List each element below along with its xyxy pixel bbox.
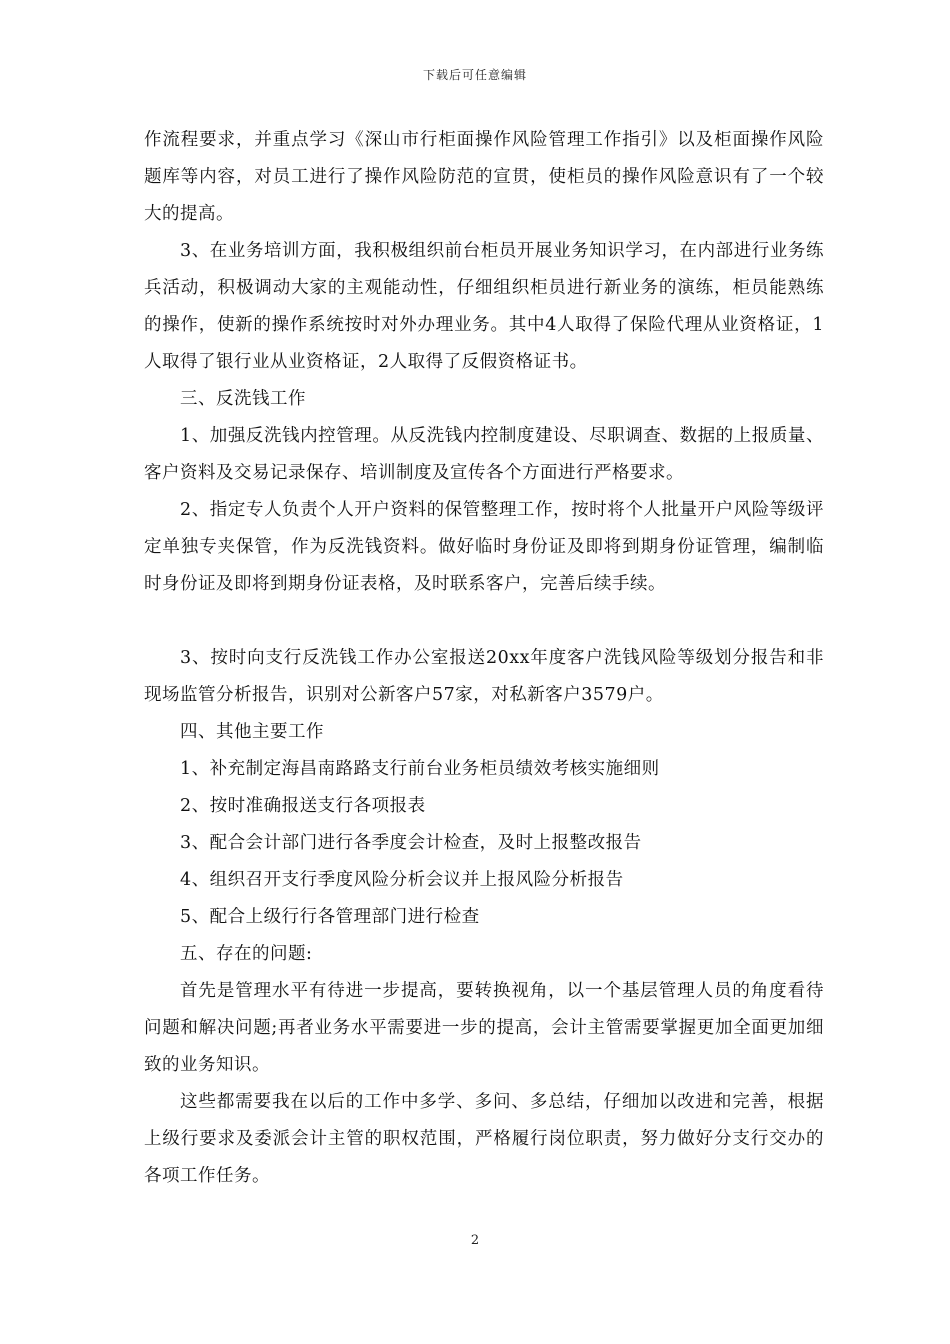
paragraph-aml-report: 3、按时向支行反洗钱工作办公室报送20xx年度客户洗钱风险等级划分报告和非现场监管分析报告，识别对公新客户57家，对私新客户3579户。 bbox=[144, 648, 824, 705]
paragraph-problems: 首先是管理水平有待进一步提高，要转换视角，以一个基层管理人员的角度看待问题和解决问题;再者业务水平需要进一步的提高，会计主管需要掌握更加全面更加细致的业务知识。 bbox=[144, 981, 824, 1075]
paragraph-improvement: 这些都需要我在以后的工作中多学、多问、多总结，仔细加以改进和完善，根据上级行要求及委派会计主管的职权范围，严格履行岗位职责，努力做好分支行交办的各项工作任务。 bbox=[144, 1092, 824, 1186]
list-item-other-work-2: 2、按时准确报送支行各项报表 bbox=[180, 796, 426, 816]
paragraph-business-training: 3、在业务培训方面，我积极组织前台柜员开展业务知识学习，在内部进行业务练兵活动，积极调动大家的主观能动性，仔细组织柜员进行新业务的演练，柜员能熟练的操作，使新的操作系统按时对外办理业务。其中4人取得了保险代理从业资格证，1人取得了银行业从业资格证，2人取得了反假资格证书。 bbox=[144, 241, 824, 372]
list-item-other-work-4: 4、组织召开支行季度风险分析会议并上报风险分析报告 bbox=[180, 870, 624, 890]
page-header-note: 下载后可任意编辑 bbox=[422, 68, 527, 82]
paragraph-continuation: 作流程要求，并重点学习《深山市行柜面操作风险管理工作指引》以及柜面操作风险题库等内容，对员工进行了操作风险防范的宣贯，使柜员的操作风险意识有了一个较大的提高。 bbox=[144, 130, 824, 224]
list-item-other-work-3: 3、配合会计部门进行各季度会计检查，及时上报整改报告 bbox=[180, 833, 642, 853]
list-item-other-work-1: 1、补充制定海昌南路路支行前台业务柜员绩效考核实施细则 bbox=[180, 759, 660, 779]
section-heading-other-work: 四、其他主要工作 bbox=[180, 722, 324, 742]
paragraph-aml-internal-control: 1、加强反洗钱内控管理。从反洗钱内控制度建设、尽职调查、数据的上报质量、客户资料及交易记录保存、培训制度及宣传各个方面进行严格要求。 bbox=[144, 426, 824, 483]
list-item-other-work-5: 5、配合上级行行各管理部门进行检查 bbox=[180, 907, 480, 927]
paragraph-aml-account-records: 2、指定专人负责个人开户资料的保管整理工作，按时将个人批量开户风险等级评定单独专夹保管，作为反洗钱资料。做好临时身份证及即将到期身份证管理，编制临时身份证及即将到期身份证表格，及时联系客户，完善后续手续。 bbox=[144, 500, 824, 594]
document-body bbox=[144, 122, 824, 1195]
section-heading-problems: 五、存在的问题: bbox=[180, 944, 313, 964]
blank-line bbox=[144, 603, 824, 640]
section-heading-anti-money-laundering: 三、反洗钱工作 bbox=[180, 389, 306, 409]
page-number: 2 bbox=[470, 1233, 480, 1248]
